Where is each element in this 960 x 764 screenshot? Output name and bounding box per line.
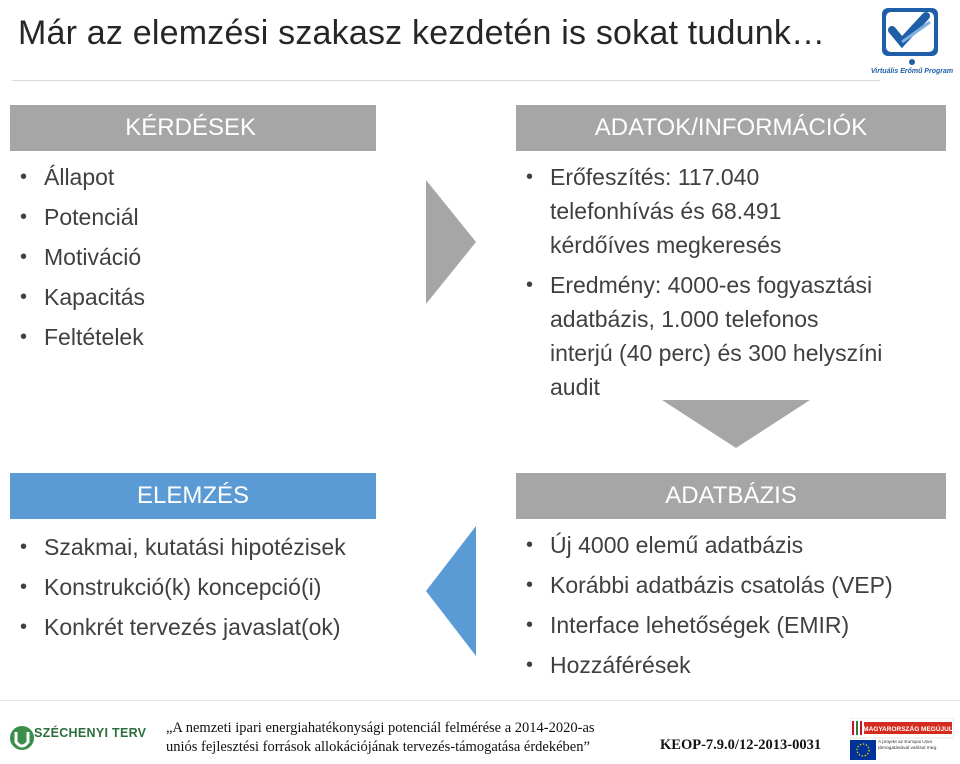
title-divider [12,80,880,81]
list-item: • Szakmai, kutatási hipotézisek [20,534,346,560]
list-item: • Motiváció [20,244,142,270]
szechenyi-logo-label: SZÉCHENYI TERV [34,726,147,740]
slide-title: Már az elemzési szakasz kezdetén is sokat tudunk… [18,14,826,52]
list-item: • Konkrét tervezés javaslat(ok) [20,614,341,640]
list-item: • Korábbi adatbázis csatolás (VEP) [526,572,893,598]
list-item: • Állapot [20,164,115,190]
adatok-list [522,160,952,410]
adatbazis-header-label: ADATBÁZIS [665,482,797,509]
elemzes-header [10,473,376,519]
arrow-left-icon [426,526,476,656]
kerdesek-header-label: KÉRDÉSEK [125,114,256,141]
eu-flag-icon [850,718,954,762]
list-item: • Eredmény: 4000-es fogyasztási adatbázis, 1.000 telefonos interjú (40 perc) és 300 helyszíni audit [526,272,883,400]
adatbazis-header [516,473,946,519]
list-item: • Konstrukció(k) koncepció(i) [20,574,322,600]
elemzes-header-label: ELEMZÉS [136,482,250,509]
right-logo-top: MAGYARORSZÁG MEGÚJUL [863,726,953,733]
right-logo-bottom: A projekt az Európai Unió támogatásával valósul meg. [878,740,938,751]
adatok-header-label: ADATOK/INFORMÁCIÓK [594,114,868,141]
footer-quote-line2: uniós fejlesztési források allokációjának tervezés-támogatása érdekében” [166,739,590,755]
footer-quote [166,719,595,757]
footer-divider [0,700,960,701]
checkmark-badge-icon [868,2,956,78]
footer-quote-line1: „A nemzeti ipari energiahatékonysági potenciál felmérése a 2014-2020-as [166,720,595,736]
list-item: • Feltételek [20,324,144,350]
list-item: • Interface lehetőségek (EMIR) [526,612,850,638]
list-item: • Kapacitás [20,284,146,310]
project-code: KEOP-7.9.0/12-2013-0031 [660,737,822,753]
kerdesek-header [10,105,376,151]
arrow-down-icon [662,400,810,448]
elemzes-list [16,530,416,650]
list-item: • Hozzáférések [526,652,691,678]
list-item: • Erőfeszítés: 117.040 telefonhívás és 68.491 kérdőíves megkeresés [526,164,782,258]
arrow-right-icon [426,180,476,304]
adatok-header [516,105,946,151]
list-item: • Új 4000 elemű adatbázis [526,532,804,558]
adatbazis-list [522,528,954,688]
list-item: • Potenciál [20,204,139,230]
logo-caption: Virtuális Erőmű Program [870,68,954,75]
kerdesek-list [16,160,356,360]
